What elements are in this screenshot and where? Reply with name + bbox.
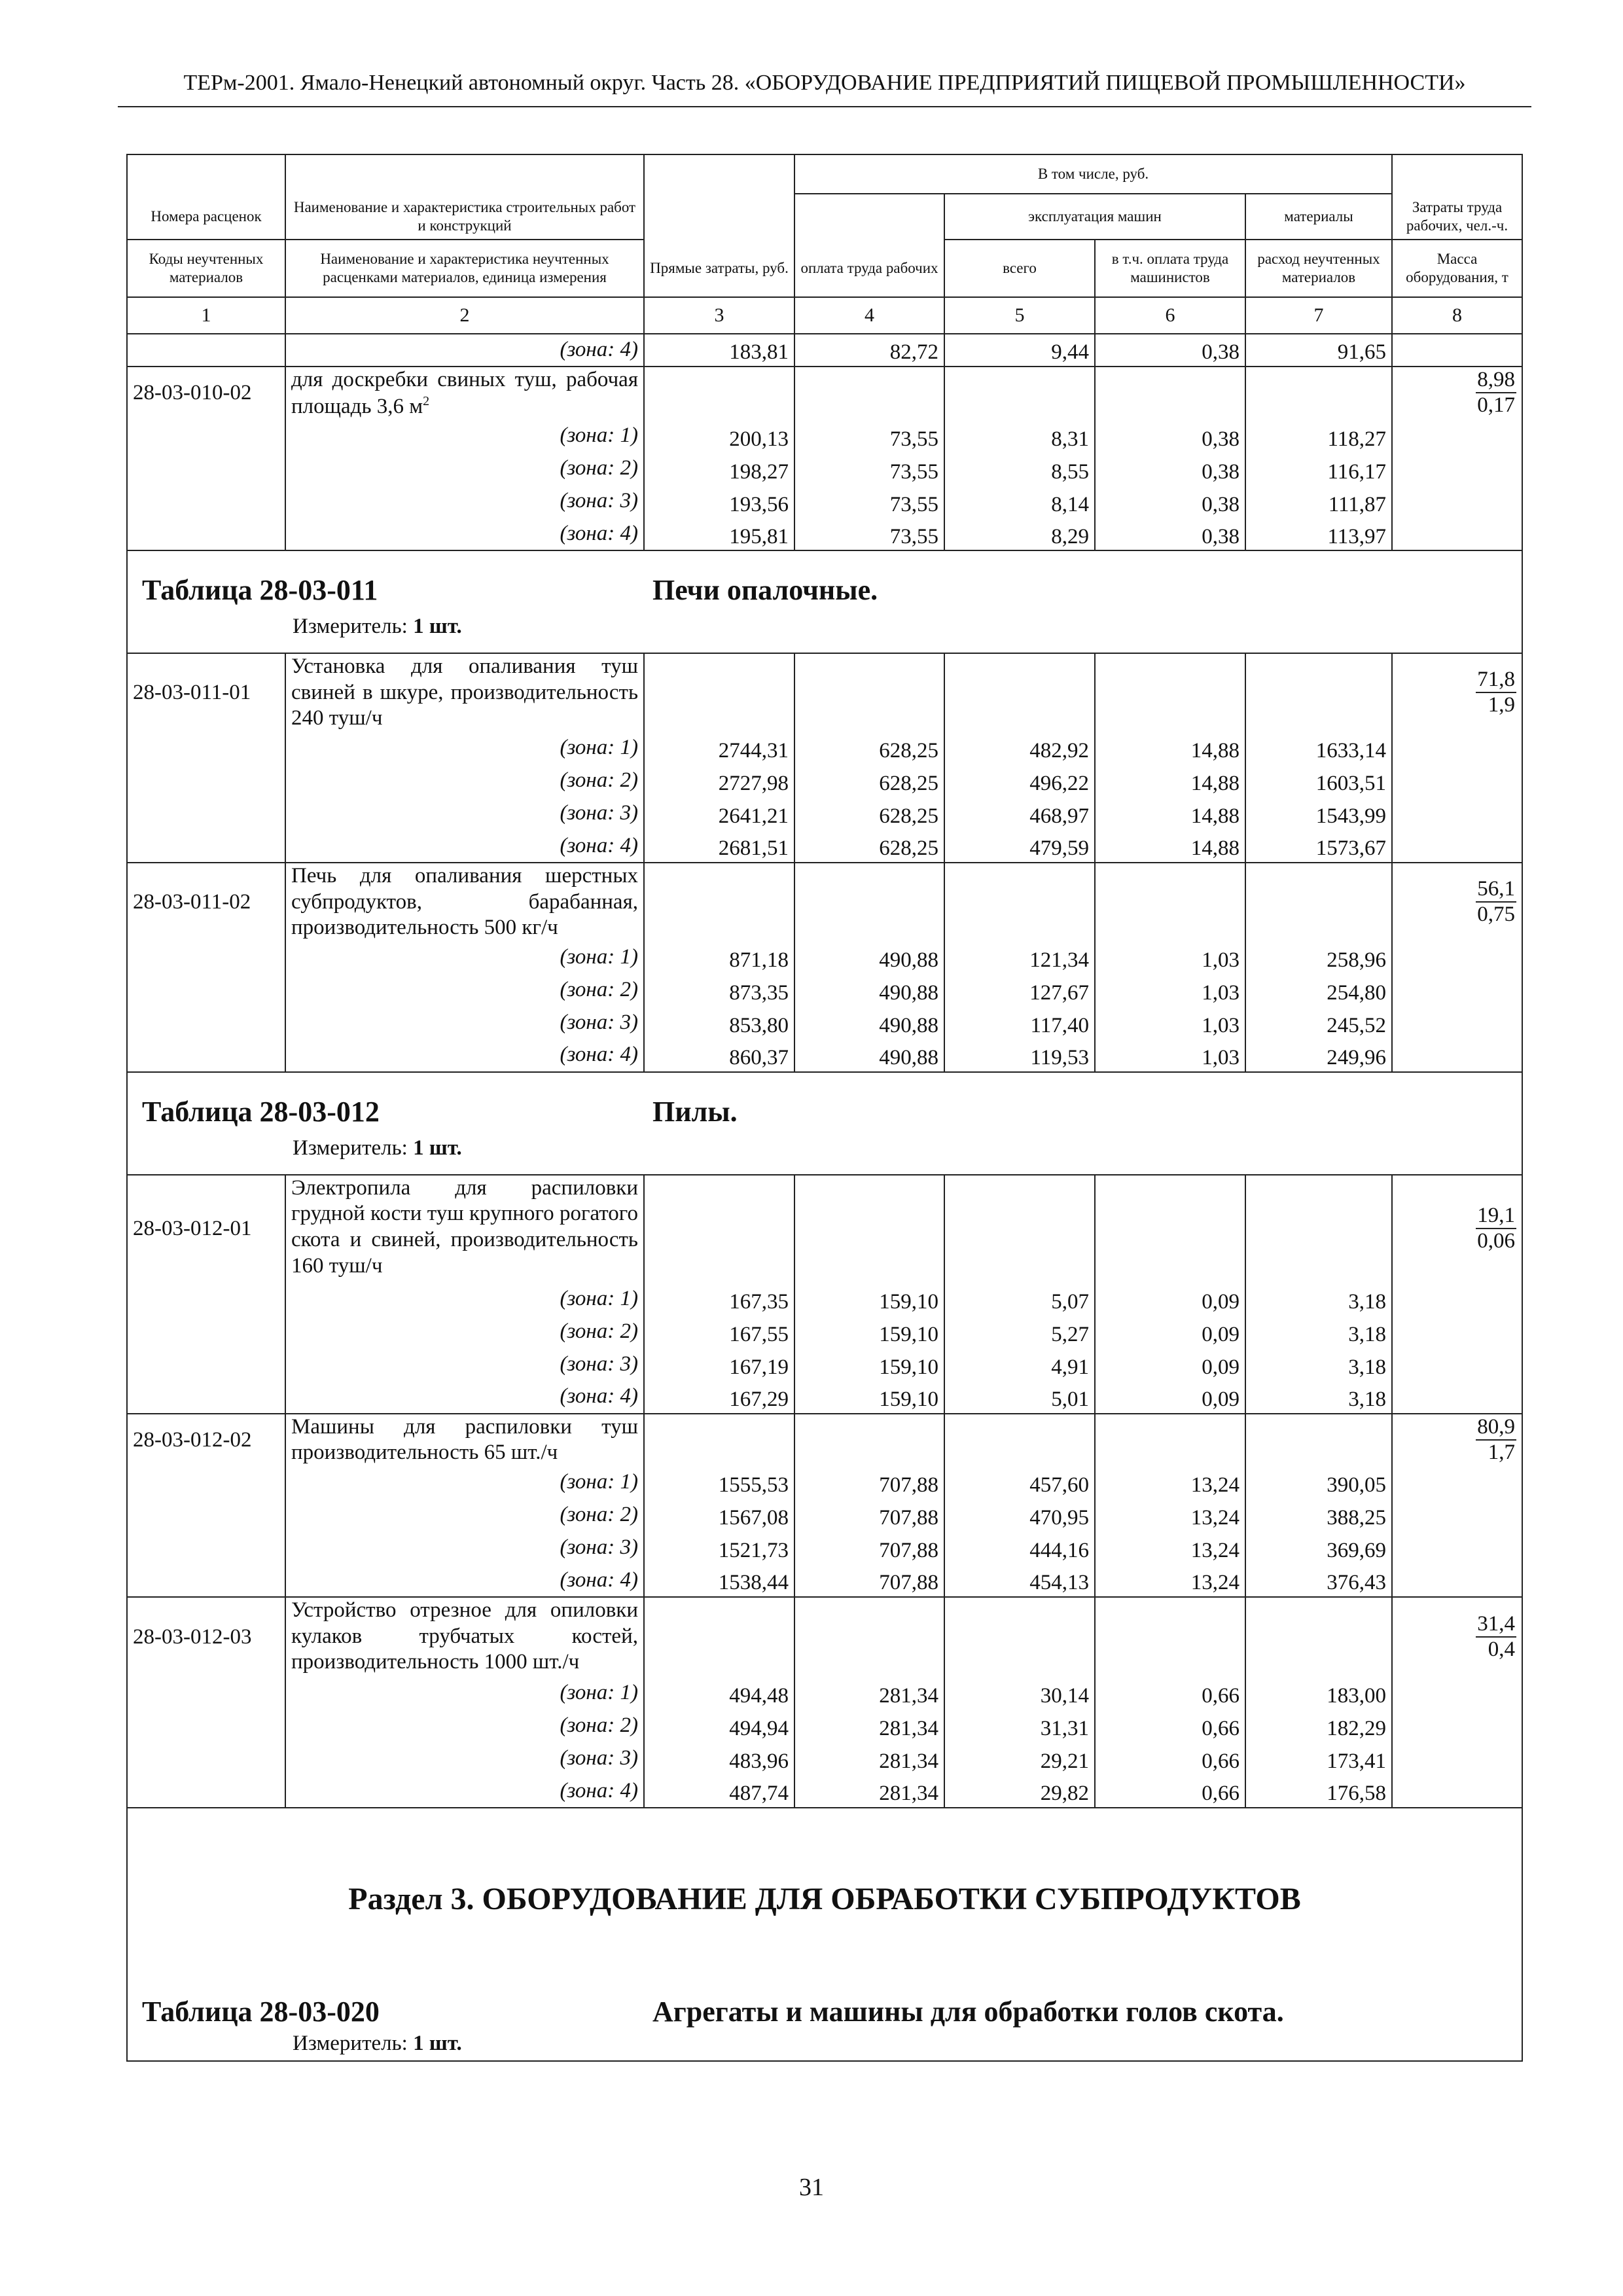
labor-hours: 71,8 xyxy=(1476,668,1516,693)
value-machines: 444,16 xyxy=(944,1532,1095,1564)
labor-mass-fraction xyxy=(1476,1204,1516,1253)
zone-row xyxy=(127,420,1522,452)
labor-hours: 56,1 xyxy=(1476,877,1516,903)
zone-row xyxy=(127,1316,1522,1348)
rate-code: 28-03-012-01 xyxy=(127,1175,285,1283)
value-materials: 245,52 xyxy=(1245,1007,1392,1039)
value-materials: 369,69 xyxy=(1245,1532,1392,1564)
value-labor: 628,25 xyxy=(794,764,944,797)
running-head: ТЕРм-2001. Ямало-Ненецкий автономный округ. Часть 28. «ОБОРУДОВАНИЕ ПРЕДПРИЯТИЙ ПИЩЕВОЙ ПРОМЫШЛЕННОСТИ» xyxy=(183,71,1466,95)
col-num: 5 xyxy=(944,297,1095,334)
value-labor: 707,88 xyxy=(794,1466,944,1499)
value-labor: 281,34 xyxy=(794,1742,944,1775)
zone-row xyxy=(127,1775,1522,1808)
zone-row xyxy=(127,974,1522,1007)
zone-row xyxy=(127,1381,1522,1414)
labor-hours: 8,98 xyxy=(1476,368,1516,393)
value-machinists: 1,03 xyxy=(1095,1007,1245,1039)
value-labor: 159,10 xyxy=(794,1348,944,1381)
value-machinists: 0,66 xyxy=(1095,1775,1245,1808)
table-row xyxy=(127,1175,1522,1283)
col-num: 7 xyxy=(1245,297,1392,334)
value-labor: 490,88 xyxy=(794,1007,944,1039)
zone-label: (зона: 2) xyxy=(285,1499,644,1532)
value-machines: 457,60 xyxy=(944,1466,1095,1499)
value-materials: 182,29 xyxy=(1245,1710,1392,1742)
zone-label: (зона: 2) xyxy=(285,1710,644,1742)
zone-row xyxy=(127,518,1522,550)
rate-code: 28-03-011-02 xyxy=(127,863,285,941)
zone-label: (зона: 2) xyxy=(285,764,644,797)
value-labor: 159,10 xyxy=(794,1316,944,1348)
labor-mass-fraction xyxy=(1476,877,1516,927)
value-machines: 8,31 xyxy=(944,420,1095,452)
value-machinists: 0,38 xyxy=(1095,420,1245,452)
zone-label: (зона: 1) xyxy=(285,1466,644,1499)
zone-label: (зона: 3) xyxy=(285,485,644,518)
zone-row xyxy=(127,452,1522,485)
value-direct: 1555,53 xyxy=(644,1466,794,1499)
header-machines: эксплуатация машин xyxy=(944,194,1245,240)
header-col8-bottom: Масса оборудования, т xyxy=(1392,240,1522,297)
rate-description xyxy=(285,653,644,732)
value-materials: 1633,14 xyxy=(1245,732,1392,764)
value-machines: 4,91 xyxy=(944,1348,1095,1381)
value-labor: 490,88 xyxy=(794,941,944,974)
value-machinists: 0,09 xyxy=(1095,1348,1245,1381)
table-title: Таблица 28-03-012 xyxy=(142,1095,380,1128)
value-labor: 281,34 xyxy=(794,1710,944,1742)
zone-label: (зона: 3) xyxy=(285,1348,644,1381)
rate-description-text: Печь для опаливания шерстных субпродуктов, барабанная, производительность 500 кг/ч xyxy=(291,863,638,940)
value-machinists: 0,09 xyxy=(1095,1283,1245,1316)
header-col3: Прямые затраты, руб. xyxy=(644,240,794,297)
equipment-mass: 0,06 xyxy=(1477,1229,1516,1253)
header-materials: материалы xyxy=(1245,194,1392,240)
rate-description-text: Установка для опаливания туш свиней в шкуре, производительность 240 туш/ч xyxy=(291,655,638,730)
zone-row xyxy=(127,1742,1522,1775)
equipment-mass: 1,7 xyxy=(1488,1440,1516,1464)
value-direct: 167,29 xyxy=(644,1381,794,1414)
table-caption: Агрегаты и машины для обработки голов скота. xyxy=(652,1995,1284,2028)
value-machinists: 1,03 xyxy=(1095,1039,1245,1072)
zone-label: (зона: 1) xyxy=(285,420,644,452)
value-materials: 91,65 xyxy=(1245,334,1392,367)
rate-description xyxy=(285,1175,644,1283)
zone-row xyxy=(127,1348,1522,1381)
header-col4: оплата труда рабочих xyxy=(794,240,944,297)
zone-label: (зона: 3) xyxy=(285,1742,644,1775)
value-direct: 871,18 xyxy=(644,941,794,974)
value-machinists: 1,03 xyxy=(1095,974,1245,1007)
value-labor: 281,34 xyxy=(794,1775,944,1808)
labor-hours: 31,4 xyxy=(1476,1612,1516,1638)
labor-mass-cell xyxy=(1392,1597,1522,1677)
value-labor: 73,55 xyxy=(794,518,944,550)
value-machinists: 0,38 xyxy=(1095,518,1245,550)
rate-description-text: Машины для распиловки туш производительность 65 шт./ч xyxy=(291,1414,638,1465)
value-direct: 2681,51 xyxy=(644,830,794,863)
value-machines: 29,82 xyxy=(944,1775,1095,1808)
zone-label: (зона: 3) xyxy=(285,1007,644,1039)
value-materials: 111,87 xyxy=(1245,485,1392,518)
table-caption: Печи опалочные. xyxy=(652,574,878,607)
value-machines: 454,13 xyxy=(944,1564,1095,1597)
value-materials: 3,18 xyxy=(1245,1381,1392,1414)
labor-mass-fraction xyxy=(1476,368,1516,418)
value-machinists: 13,24 xyxy=(1095,1466,1245,1499)
value-materials: 1573,67 xyxy=(1245,830,1392,863)
zone-row xyxy=(127,485,1522,518)
labor-mass-fraction xyxy=(1476,1415,1516,1465)
value-labor: 73,55 xyxy=(794,452,944,485)
rates-table xyxy=(126,154,1523,2062)
table-row xyxy=(127,863,1522,941)
value-materials: 3,18 xyxy=(1245,1348,1392,1381)
value-machines: 5,07 xyxy=(944,1283,1095,1316)
measure-value: 1 шт. xyxy=(413,2031,462,2055)
value-direct: 860,37 xyxy=(644,1039,794,1072)
value-direct: 1521,73 xyxy=(644,1532,794,1564)
equipment-mass: 1,9 xyxy=(1488,692,1516,717)
col-num: 3 xyxy=(644,297,794,334)
value-direct: 167,55 xyxy=(644,1316,794,1348)
rate-description-text: Устройство отрезное для опиловки кулаков трубчатых костей, производительность 1000 шт./ч xyxy=(291,1598,638,1674)
value-materials: 113,97 xyxy=(1245,518,1392,550)
rate-description xyxy=(285,863,644,941)
value-machines: 8,55 xyxy=(944,452,1095,485)
table-heading-block xyxy=(128,551,1522,653)
table-heading-block xyxy=(128,1073,1522,1174)
value-direct: 853,80 xyxy=(644,1007,794,1039)
zone-label: (зона: 4) xyxy=(285,1775,644,1808)
table-row xyxy=(127,1414,1522,1466)
value-direct: 193,56 xyxy=(644,485,794,518)
value-machines: 8,14 xyxy=(944,485,1095,518)
section-block xyxy=(127,1808,1522,2061)
rate-description-text: для доскребки свиных туш, рабочая площадь 3,6 м xyxy=(291,368,638,418)
value-labor: 281,34 xyxy=(794,1677,944,1710)
zone-label: (зона: 4) xyxy=(285,518,644,550)
zone-label: (зона: 2) xyxy=(285,974,644,1007)
value-direct: 483,96 xyxy=(644,1742,794,1775)
value-machines: 9,44 xyxy=(944,334,1095,367)
zone-row xyxy=(127,1710,1522,1742)
value-materials: 1543,99 xyxy=(1245,797,1392,830)
value-machinists: 13,24 xyxy=(1095,1499,1245,1532)
col-num: 2 xyxy=(285,297,644,334)
value-machines: 496,22 xyxy=(944,764,1095,797)
value-materials: 376,43 xyxy=(1245,1564,1392,1597)
zone-row xyxy=(127,1007,1522,1039)
value-materials: 118,27 xyxy=(1245,420,1392,452)
value-labor: 73,55 xyxy=(794,485,944,518)
measure-unit xyxy=(293,614,462,640)
value-direct: 2727,98 xyxy=(644,764,794,797)
value-materials: 183,00 xyxy=(1245,1677,1392,1710)
value-labor: 628,25 xyxy=(794,830,944,863)
value-materials: 388,25 xyxy=(1245,1499,1392,1532)
rate-description-text: Электропила для распиловки грудной кости туш крупного рогатого скота и свиней, производительность 160 туш/ч xyxy=(291,1175,638,1278)
header-col7: расход неучтенных материалов xyxy=(1245,240,1392,297)
value-machinists: 0,38 xyxy=(1095,485,1245,518)
measure-value: 1 шт. xyxy=(413,1136,462,1160)
value-labor: 628,25 xyxy=(794,797,944,830)
value-machines: 468,97 xyxy=(944,797,1095,830)
measure-label: Измеритель: xyxy=(293,1136,408,1160)
value-direct: 487,74 xyxy=(644,1775,794,1808)
zone-label: (зона: 1) xyxy=(285,1283,644,1316)
equipment-mass: 0,75 xyxy=(1477,902,1516,926)
zone-row xyxy=(127,941,1522,974)
zone-label: (зона: 1) xyxy=(285,732,644,764)
value-labor: 73,55 xyxy=(794,420,944,452)
table-title: Таблица 28-03-020 xyxy=(142,1995,380,2028)
value-materials: 3,18 xyxy=(1245,1316,1392,1348)
header-col5: всего xyxy=(944,240,1095,297)
header-col2-top: Наименование и характеристика строительных работ и конструкций xyxy=(285,194,644,240)
zone-row xyxy=(127,1466,1522,1499)
value-materials: 116,17 xyxy=(1245,452,1392,485)
col-num: 4 xyxy=(794,297,944,334)
value-materials: 258,96 xyxy=(1245,941,1392,974)
zone-label: (зона: 1) xyxy=(285,941,644,974)
table-title: Таблица 28-03-011 xyxy=(142,574,378,607)
value-direct: 873,35 xyxy=(644,974,794,1007)
rate-code: 28-03-012-03 xyxy=(127,1597,285,1677)
zone-row xyxy=(127,732,1522,764)
value-materials: 1603,51 xyxy=(1245,764,1392,797)
header-col1-top: Номера расценок xyxy=(127,194,285,240)
value-machinists: 13,24 xyxy=(1095,1564,1245,1597)
value-machines: 479,59 xyxy=(944,830,1095,863)
value-machinists: 0,66 xyxy=(1095,1742,1245,1775)
value-direct: 494,94 xyxy=(644,1710,794,1742)
table-row xyxy=(127,1597,1522,1677)
measure-label: Измеритель: xyxy=(293,615,408,639)
value-machinists: 0,66 xyxy=(1095,1677,1245,1710)
value-machines: 121,34 xyxy=(944,941,1095,974)
rate-code: 28-03-010-02 xyxy=(127,367,285,420)
value-direct: 2744,31 xyxy=(644,732,794,764)
rate-description xyxy=(285,367,644,420)
header-row-2 xyxy=(127,194,1522,240)
value-machines: 30,14 xyxy=(944,1677,1095,1710)
page-number: 31 xyxy=(799,2174,824,2201)
col-num: 8 xyxy=(1392,297,1522,334)
zone-row xyxy=(127,797,1522,830)
zone-label: (зона: 3) xyxy=(285,1532,644,1564)
value-machinists: 1,03 xyxy=(1095,941,1245,974)
value-machinists: 13,24 xyxy=(1095,1532,1245,1564)
value-materials: 249,96 xyxy=(1245,1039,1392,1072)
zone-label: (зона: 4) xyxy=(285,1039,644,1072)
header-col6: в т.ч. оплата труда машинистов xyxy=(1095,240,1245,297)
measure-label: Измеритель: xyxy=(293,2031,408,2055)
table-title-row xyxy=(127,550,1522,653)
value-direct: 200,13 xyxy=(644,420,794,452)
zone-label: (зона: 4) xyxy=(285,830,644,863)
value-machinists: 0,38 xyxy=(1095,334,1245,367)
value-direct: 195,81 xyxy=(644,518,794,550)
labor-hours: 19,1 xyxy=(1476,1204,1516,1229)
table-caption: Пилы. xyxy=(652,1095,738,1128)
value-machines: 5,27 xyxy=(944,1316,1095,1348)
zone-row xyxy=(127,830,1522,863)
value-direct: 2641,21 xyxy=(644,797,794,830)
table-title-row xyxy=(127,1072,1522,1175)
value-labor: 628,25 xyxy=(794,732,944,764)
zone-row xyxy=(127,1039,1522,1072)
header-incl: В том числе, руб. xyxy=(794,154,1392,194)
zone-label: (зона: 2) xyxy=(285,452,644,485)
value-labor: 82,72 xyxy=(794,334,944,367)
value-machinists: 14,88 xyxy=(1095,732,1245,764)
col-num: 1 xyxy=(127,297,285,334)
equipment-mass: 0,4 xyxy=(1488,1637,1516,1661)
value-machinists: 14,88 xyxy=(1095,797,1245,830)
value-labor: 707,88 xyxy=(794,1532,944,1564)
labor-mass-cell xyxy=(1392,1414,1522,1466)
value-machines: 8,29 xyxy=(944,518,1095,550)
value-machinists: 0,38 xyxy=(1095,452,1245,485)
value-machines: 127,67 xyxy=(944,974,1095,1007)
labor-mass-cell xyxy=(1392,863,1522,941)
measure-unit xyxy=(293,2031,462,2057)
value-machinists: 14,88 xyxy=(1095,764,1245,797)
zone-label: (зона: 2) xyxy=(285,1316,644,1348)
header-rule xyxy=(118,106,1531,107)
value-machines: 119,53 xyxy=(944,1039,1095,1072)
table-body xyxy=(127,154,1522,2061)
header-col8-top: Затраты труда рабочих, чел.-ч. xyxy=(1392,194,1522,240)
value-machines: 482,92 xyxy=(944,732,1095,764)
value-labor: 490,88 xyxy=(794,974,944,1007)
value-labor: 707,88 xyxy=(794,1564,944,1597)
zone-row xyxy=(127,1532,1522,1564)
unit-superscript: 2 xyxy=(423,393,430,408)
value-machines: 117,40 xyxy=(944,1007,1095,1039)
col-num: 6 xyxy=(1095,297,1245,334)
zone-label: (зона: 4) xyxy=(285,1381,644,1414)
labor-mass-fraction xyxy=(1476,668,1516,717)
value-direct: 494,48 xyxy=(644,1677,794,1710)
value-machines: 470,95 xyxy=(944,1499,1095,1532)
value-direct: 1538,44 xyxy=(644,1564,794,1597)
zone-label: (зона: 4) xyxy=(285,334,644,367)
value-machines: 31,31 xyxy=(944,1710,1095,1742)
value-direct: 1567,08 xyxy=(644,1499,794,1532)
value-machinists: 0,09 xyxy=(1095,1381,1245,1414)
zone-row xyxy=(127,1677,1522,1710)
labor-mass-cell xyxy=(1392,367,1522,420)
section-inner xyxy=(128,1808,1522,2060)
section-heading: Раздел 3. ОБОРУДОВАНИЕ ДЛЯ ОБРАБОТКИ СУБПРОДУКТОВ xyxy=(348,1881,1301,1916)
zone-row xyxy=(127,1499,1522,1532)
value-materials: 254,80 xyxy=(1245,974,1392,1007)
value-direct: 198,27 xyxy=(644,452,794,485)
zone-label: (зона: 1) xyxy=(285,1677,644,1710)
value-materials: 176,58 xyxy=(1245,1775,1392,1808)
rate-code: 28-03-011-01 xyxy=(127,653,285,732)
header-col2-bottom: Наименование и характеристика неучтенных расценками материалов, единица измерения xyxy=(285,240,644,297)
rate-description xyxy=(285,1414,644,1466)
continued-row xyxy=(127,334,1522,367)
value-labor: 707,88 xyxy=(794,1499,944,1532)
labor-mass-fraction xyxy=(1476,1612,1516,1662)
value-machinists: 0,66 xyxy=(1095,1710,1245,1742)
value-direct: 167,19 xyxy=(644,1348,794,1381)
header-number-row xyxy=(127,297,1522,334)
value-machinists: 0,09 xyxy=(1095,1316,1245,1348)
rate-description xyxy=(285,1597,644,1677)
value-labor: 159,10 xyxy=(794,1283,944,1316)
value-labor: 490,88 xyxy=(794,1039,944,1072)
header-row-1 xyxy=(127,154,1522,194)
equipment-mass: 0,17 xyxy=(1477,393,1516,418)
zone-label: (зона: 4) xyxy=(285,1564,644,1597)
labor-mass-cell xyxy=(1392,653,1522,732)
table-row xyxy=(127,653,1522,732)
value-machines: 5,01 xyxy=(944,1381,1095,1414)
value-labor: 159,10 xyxy=(794,1381,944,1414)
value-materials: 173,41 xyxy=(1245,1742,1392,1775)
zone-row xyxy=(127,764,1522,797)
value-materials: 390,05 xyxy=(1245,1466,1392,1499)
rate-code: 28-03-012-02 xyxy=(127,1414,285,1466)
table-row xyxy=(127,367,1522,420)
measure-unit xyxy=(293,1136,462,1162)
value-materials: 3,18 xyxy=(1245,1283,1392,1316)
value-direct: 167,35 xyxy=(644,1283,794,1316)
zone-row xyxy=(127,1564,1522,1597)
zone-label: (зона: 3) xyxy=(285,797,644,830)
zone-row xyxy=(127,1283,1522,1316)
value-machines: 29,21 xyxy=(944,1742,1095,1775)
header-col1-bottom: Коды неучтенных материалов xyxy=(127,240,285,297)
header-row-3 xyxy=(127,240,1522,297)
measure-value: 1 шт. xyxy=(413,615,462,639)
labor-mass-cell xyxy=(1392,1175,1522,1283)
value-machinists: 14,88 xyxy=(1095,830,1245,863)
value-direct: 183,81 xyxy=(644,334,794,367)
labor-hours: 80,9 xyxy=(1476,1415,1516,1441)
